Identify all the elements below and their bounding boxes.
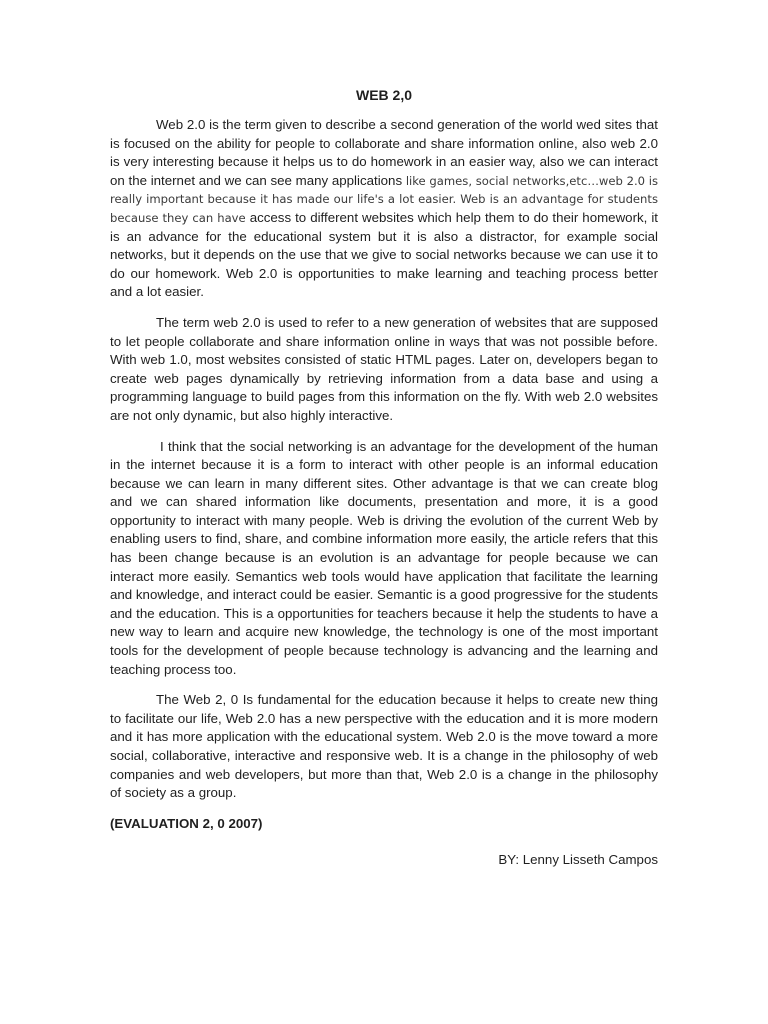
- paragraph-4: The Web 2, 0 Is fundamental for the education because it helps to create new thing to facilitate our life, Web 2.0 has a new perspective with the education and it is more modern and it has more application with the educational system. Web 2.0 is the move toward a more social, collaborative, interactive and responsive web. It is a change in the philosophy of web companies and web developers, but more than that, Web 2.0 is a change in the philosophy of society as a group.: [110, 692, 658, 801]
- paragraph-1-part-a: Web 2.0 is the term given to describe a second generation of the world wed sites that is focused on the ability for people to collaborate and share information online, also web 2.0 is very interesting because it helps us to do homework in an easier way, also we can interact on the internet and we can see many applications: [110, 117, 658, 188]
- author-byline: BY: Lenny Lisseth Campos: [498, 851, 658, 867]
- paragraph-2: The term web 2.0 is used to refer to a new generation of websites that are supposed to let people collaborate and share information online in ways that was not possible before. With web 1.0, most websites consisted of static HTML pages. Later on, developers began to create web pages dynamically by retrieving information from a data base and using a programming language to build pages from this information on the fly. With web 2.0 websites are not only dynamic, but also highly interactive.: [110, 314, 658, 423]
- document-title: WEB 2,0: [355, 87, 412, 103]
- paragraph-1-part-b: like games, social networks,etc…web 2.0 is really important because it has made our life's a lot easier. Web is an advantage for students because they can have: [110, 173, 658, 225]
- paragraph-1: [110, 116, 658, 302]
- document-page: [110, 86, 658, 869]
- citation: (EVALUATION 2, 0 2007): [110, 815, 263, 831]
- paragraph-1-part-c: access to different websites which help them to do their homework, it is an advance for the educational system but it is also a distractor, for example social networks, but it depends on the use that we give to social networks because we can use it to do our homework. Web 2.0 is opportunities to make learning and teaching process better and a lot easier.: [110, 209, 659, 300]
- paragraph-3: I think that the social networking is an advantage for the development of the human in the internet because it is a form to interact with other people is an informal education because we can learn in many different sites. Other advantage is that we can create blog and we can shared information like documents, presentation and more, it is a good opportunity to interact with many people. Web is driving the evolution of the current Web by enabling users to find, share, and combine information more easily, the article refers that this has been change because is an evolution is an advantage for people because we can interact more easily. Semantics web tools would have application that facilitate the learning and knowledge, and interact could be easier. Semantic is a good progressive for the students and the education. This is a opportunities for teachers because it help the students to have a new way to learn and acquire new knowledge, the technology is one of the most important tools for the development of people because technology is advancing and the learning and teaching process too.: [110, 438, 658, 677]
